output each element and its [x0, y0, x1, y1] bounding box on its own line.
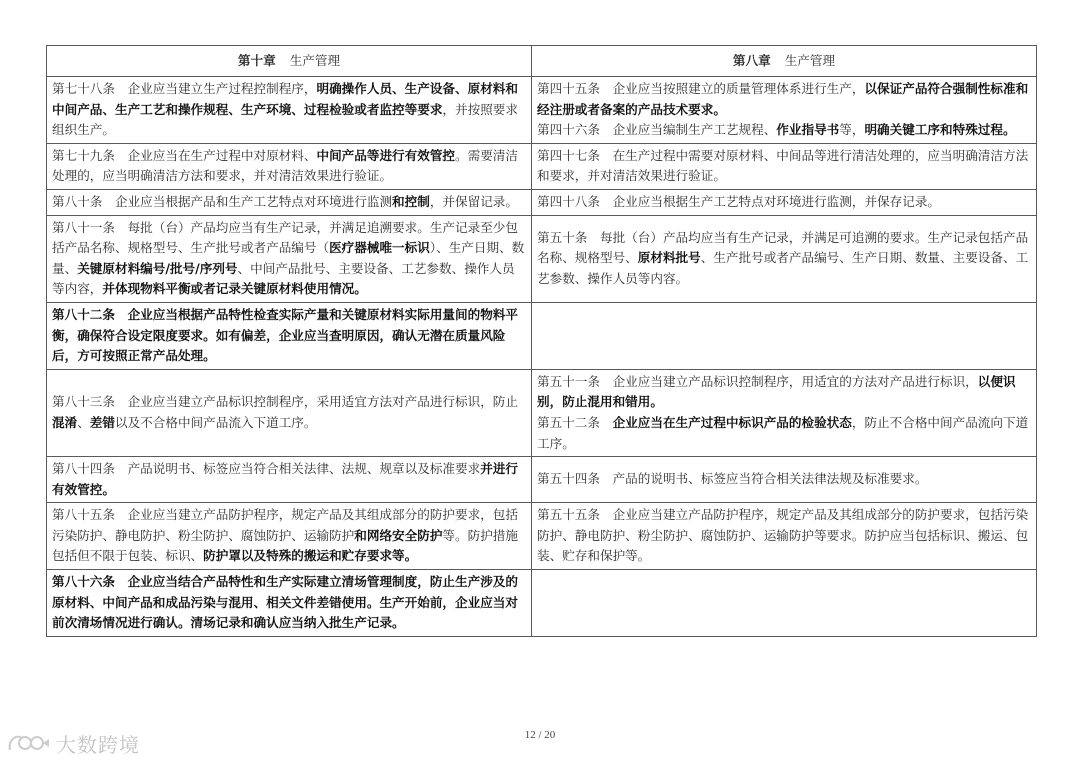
- cell-text: 第五十一条 企业应当建立产品标识控制程序，用适宜的方法对产品进行标识，: [537, 373, 978, 389]
- watermark-text: 大数跨境: [56, 732, 140, 757]
- cell-text: 混淆: [52, 414, 78, 430]
- cell-text: 等，: [839, 122, 865, 138]
- cell-text: 以保证产品符合强制性标准和经注册或者备案的产品技术要求。: [537, 81, 1029, 117]
- table-row: [47, 570, 1037, 637]
- cell-text: 并体现物料平衡或者记录关键原材料使用情况。: [102, 281, 367, 297]
- cell-text: 第五十二条: [537, 414, 613, 430]
- left-cell: [47, 457, 532, 503]
- left-cell: [47, 143, 532, 189]
- cell-text: 第八十四条 产品说明书、标签应当符合相关法律、法规、规章以及标准要求: [52, 461, 481, 477]
- table-row: [47, 503, 1037, 570]
- page-number: 12 / 20: [524, 729, 556, 741]
- table-row: [47, 215, 1037, 302]
- cell-text: 中间产品等进行有效管控: [316, 147, 455, 163]
- cell-paragraph: [537, 372, 1031, 413]
- cell-text: ，并保留记录。: [429, 193, 518, 209]
- cell-paragraph: [537, 413, 1031, 454]
- cell-text: 医疗器械唯一标识: [329, 240, 430, 256]
- right-cell: [532, 302, 1037, 369]
- cell-paragraph: [537, 228, 1031, 290]
- table-row: [47, 457, 1037, 503]
- left-chapter-number: 第十章: [237, 52, 276, 68]
- cell-text: 第八十条 企业应当根据产品和生产工艺特点对环境进行监测: [52, 193, 393, 209]
- cell-text: 原材料批号: [637, 250, 701, 266]
- table-row: [47, 189, 1037, 215]
- cell-text: 企业应当在生产过程中标识产品的检验状态: [612, 414, 852, 430]
- watermark: [6, 728, 140, 758]
- left-cell: [47, 503, 532, 570]
- left-cell: [47, 189, 532, 215]
- table-row: [47, 77, 1037, 144]
- left-cell: [47, 302, 532, 369]
- cell-text: 第四十六条 企业应当编制生产工艺规程、: [537, 122, 777, 138]
- cell-text: 和控制: [392, 193, 430, 209]
- cell-text: 第五十五条 企业应当建立产品防护程序，规定产品及其组成部分的防护要求，包括污染防护、静电防护、粉尘防护、腐蚀防护、运输防护等要求。防护应当包括标识、搬运、包装、贮存和保护等。: [537, 507, 1029, 564]
- comparison-table: [46, 45, 1037, 637]
- cell-text: 第五十四条 产品的说明书、标签应当符合相关法律法规及标准要求。: [537, 471, 928, 487]
- right-chapter-title: 生产管理: [784, 52, 836, 68]
- cell-paragraph: [537, 146, 1031, 187]
- cell-text: 第七十八条 企业应当建立生产过程控制程序，: [52, 81, 317, 96]
- cell-text: 第四十八条 企业应当根据生产工艺特点对环境进行监测，并保存记录。: [537, 193, 940, 209]
- table-row: [47, 369, 1037, 456]
- right-cell: [532, 77, 1037, 144]
- cell-text: 第八十二条 企业应当根据产品特性检查实际产量和关键原材料实际用量间的物料平衡，确保符合设定限度要求。如有偏差，企业应当查明原因，确认无潜在质量风险后，方可按照正常产品处理。: [52, 306, 518, 364]
- right-cell: [532, 369, 1037, 456]
- cell-paragraph: [537, 120, 1031, 141]
- cell-text: 关键原材料编号/批号/序列号: [77, 260, 238, 276]
- cell-paragraph: [537, 192, 1031, 213]
- cell-text: ，防止不合格中间产品流向下道工序。: [537, 414, 1029, 451]
- right-cell: [532, 503, 1037, 570]
- cell-text: ，并按照要求组织生产。: [52, 101, 518, 138]
- cell-text: 第七十九条 企业应当在生产过程中对原材料、: [52, 147, 317, 163]
- cell-text: 第四十五条 企业应当按照建立的质量管理体系进行生产，: [537, 81, 865, 96]
- cell-text: 作业指导书: [776, 122, 840, 138]
- left-cell: [47, 77, 532, 144]
- cell-text: 第四十七条 在生产过程中需要对原材料、中间品等进行清洁处理的，应当明确清洁方法和要求，并对清洁效果进行验证。: [537, 147, 1029, 184]
- right-cell: [532, 215, 1037, 302]
- right-cell: [532, 189, 1037, 215]
- cell-text: 明确操作人员、生产设备、原材料和中间产品、生产工艺和操作规程、生产环境、过程检验或者监控等要求: [52, 81, 518, 117]
- cell-text: 第五十条 每批（台）产品均应当有生产记录，并满足可追溯的要求。生产记录包括产品名称、规格型号、: [537, 229, 1029, 266]
- cell-text: 、中间产品批号、主要设备、工艺参数、操作人员等内容，: [52, 260, 515, 297]
- right-chapter-number: 第八章: [732, 52, 771, 68]
- cell-text: 。需要清洁处理的，应当明确清洁方法和要求，并对清洁效果进行验证。: [52, 147, 518, 184]
- right-cell: [532, 143, 1037, 189]
- cell-text: 第八十五条 企业应当建立产品防护程序，规定产品及其组成部分的防护要求，包括污染防护、静电防护、粉尘防护、腐蚀防护、运输防护: [52, 507, 518, 543]
- cell-paragraph: [537, 469, 1031, 490]
- table-header-row: [47, 46, 1037, 77]
- cell-text: 以及不合格中间产品流入下道工序。: [114, 414, 317, 430]
- cell-text: 第八十一条 每批（台）产品均应当有生产记录，并满足追溯要求。生产记录至少包括产品名称、规格型号、生产批号或者产品编号（: [52, 219, 518, 256]
- cell-text: 第八十六条 企业应当结合产品特性和生产实际建立清场管理制度，防止生产涉及的原材料、中间产品和成品污染与混用、相关文件差错使用。生产开始前，企业应当对前次清场情况进行确认。清场记录和确认应当纳入批生产记录。: [52, 574, 518, 631]
- left-cell: [47, 369, 532, 456]
- left-cell: [47, 215, 532, 302]
- right-cell: [532, 457, 1037, 503]
- cell-text: 以便识别，防止混用和错用。: [537, 373, 1016, 410]
- cell-text: 并进行有效管控。: [52, 461, 518, 497]
- cell-text: 、生产批号或者产品编号、生产日期、数量、主要设备、工艺参数、操作人员等内容。: [537, 250, 1029, 287]
- cell-paragraph: [537, 505, 1031, 567]
- cell-paragraph: [537, 79, 1031, 120]
- table-row: [47, 143, 1037, 189]
- header-left: [47, 46, 532, 77]
- cell-text: 和网络安全防护: [354, 527, 443, 543]
- cell-text: ）、生产日期、数量、: [52, 240, 525, 276]
- cell-text: 差错: [89, 414, 115, 430]
- brand-logo-icon: [6, 730, 52, 756]
- cell-text: 防护罩以及特殊的搬运和贮存要求等。: [203, 548, 418, 564]
- cell-text: 等。防护措施包括但不限于包装、标识、: [52, 527, 518, 564]
- cell-text: 明确关键工序和特殊过程。: [864, 122, 1016, 138]
- table-row: [47, 302, 1037, 369]
- left-chapter-title: 生产管理: [289, 52, 341, 68]
- cell-text: 、: [77, 414, 90, 430]
- left-cell: [47, 570, 532, 637]
- header-right: [532, 46, 1037, 77]
- right-cell: [532, 570, 1037, 637]
- cell-text: 第八十三条 企业应当建立产品标识控制程序，采用适宜方法对产品进行标识，防止: [52, 394, 518, 410]
